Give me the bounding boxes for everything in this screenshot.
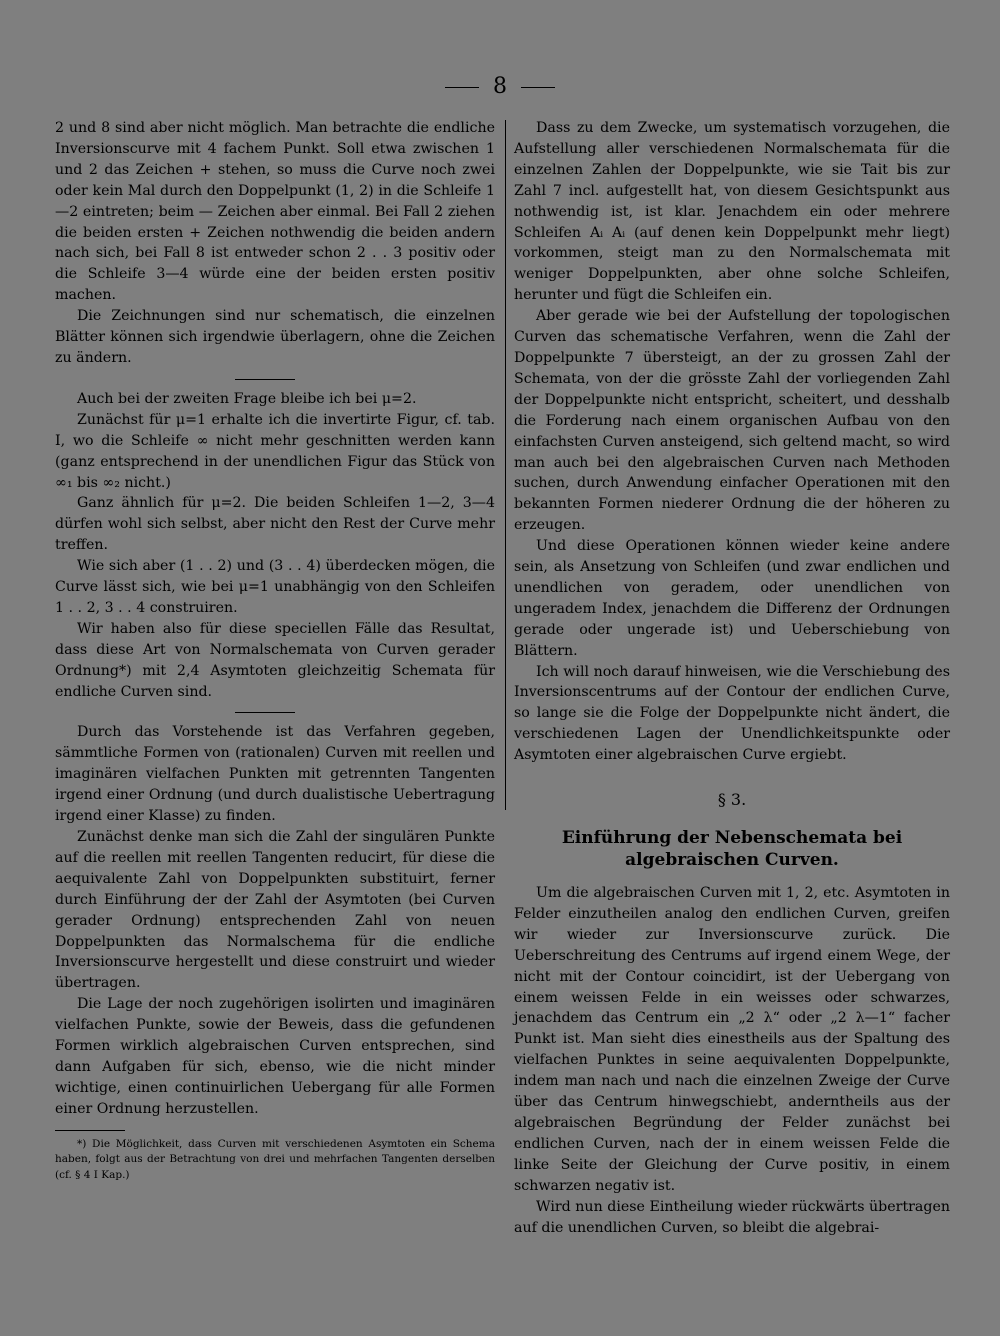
paragraph: Zunächst für μ=1 erhalte ich die invertirte Figur, cf. tab. I, wo die Schleife ∞ nicht mehr geschnitten werden kann (ganz entsprechend in der unendlichen Figur das Stück von ∞₁ bis ∞₂ nicht.) xyxy=(55,411,495,491)
section-number: § 3. xyxy=(717,790,747,810)
paragraph: Wie sich aber (1 . . 2) und (3 . . 4) überdecken mögen, die Curve lässt sich, wie bei μ=1 unabhängig von den Schleifen 1 . . 2, 3 . . 4 construiren. xyxy=(55,558,495,616)
left-column xyxy=(55,118,495,1183)
paragraph: Wir haben also für diese speciellen Fälle das Resultat, dass diese Art von Normalschemata von Curven gerader Ordnung*) mit 2,4 Asymtoten gleichzeitig Schemata für endliche Curven sind. xyxy=(55,620,495,700)
paragraph: Dass zu dem Zwecke, um systematisch vorzugehen, die Aufstellung aller verschiedenen Normalschemata für die einzelnen Zahlen der Doppelpunkte, wie sie Tait bis zur Zahl 7 incl. aufgestellt hat, von diesem Gesichtspunkt aus nothwendig ist, ist klar. Jenachdem ein oder mehrere Schleifen Aᵢ Aᵢ (auf denen kein Doppelpunkt mehr liegt) vorkommen, steigt man zu den Normalschemata mit weniger Doppelpunkten, aber ohne solche Schleifen, herunter und fügt die Schleifen ein. xyxy=(514,120,950,304)
paragraph: Auch bei der zweiten Frage bleibe ich bei μ=2. xyxy=(77,390,417,407)
page-number: 8 xyxy=(493,74,507,99)
paragraph: Zunächst denke man sich die Zahl der singulären Punkte auf die reellen mit reellen Tangenten reducirt, für diese die aequivalente Zahl von Doppelpunkten substituirt, ferner durch Einführung der der Zahl der Asymtoten (bei Curven gerader Ordnung) entsprechenden Zahl von neuen Doppelpunkten das Normalschema für die endliche Inversionscurve hergestellt und diese construirt und wieder übertragen. xyxy=(55,829,495,992)
separator-rule xyxy=(55,369,495,389)
paragraph: 2 und 8 sind aber nicht möglich. Man betrachte die endliche Inversionscurve mit 4 fachem Punkt. Soll etwa zwischen 1 und 2 das Zeichen + stehen, so muss die Curve noch zwei oder kein Mal durch den Doppelpunkt (1, 2) in die Schleife 1—2 eintreten; beim — Zeichen aber einmal. Bei Fall 2 ziehen die beiden ersten + Zeichen nothwendig die beiden andern nach sich, bei Fall 8 ist entweder schon 2 . . 3 positiv oder die Schleife 3—4 würde eine der beiden ersten positiv machen. xyxy=(55,120,495,304)
paragraph: Ganz ähnlich für μ=2. Die beiden Schleifen 1—2, 3—4 dürfen wohl sich selbst, aber nicht den Rest der Curve mehr treffen. xyxy=(55,495,495,554)
paragraph: Ich will noch darauf hinweisen, wie die Verschiebung des Inversionscentrums auf der Contour der endlichen Curve, so lange sie die Folge der Doppelpunkte nicht ändert, die verschiedenen Lagen der Unendlichkeitspunkte oder Asymtoten einer algebraischen Curve ergiebt. xyxy=(514,663,950,764)
separator-rule xyxy=(55,702,495,722)
paragraph: Wird nun diese Eintheilung wieder rückwärts übertragen auf die unendlichen Curven, so bleibt die algebrai- xyxy=(514,1198,950,1236)
header-rule-left xyxy=(445,87,479,88)
right-column xyxy=(514,118,950,1238)
paragraph: Die Lage der noch zugehörigen isolirten und imaginären vielfachen Punkte, sowie der Beweis, dass die gefundenen Formen wirklich algebraischen Curven entsprechen, sind dann Aufgaben für sich, ebenso, wie die nicht minder wichtige, einen continuirlichen Uebergang für alle Formen einer Ordnung herzustellen. xyxy=(55,996,495,1117)
section-title xyxy=(514,827,950,871)
section-title-line-1: Einführung der Nebenschemata bei xyxy=(561,828,903,848)
footnote-rule xyxy=(55,1130,125,1131)
paragraph: Und diese Operationen können wieder keine andere sein, als Ansetzung von Schleifen (und zwar endlichen und unendlichen von geradem, oder unendlichen von ungeradem Index, jenachdem die Differenz der Ordnungen gerade oder ungerade ist) und Ueberschiebung von Blättern. xyxy=(514,538,950,659)
paragraph: Die Zeichnungen sind nur schematisch, die einzelnen Blätter können sich irgendwie überlagern, ohne die Zeichen zu ändern. xyxy=(55,308,495,366)
page-header xyxy=(0,74,1000,99)
paragraph: Um die algebraischen Curven mit 1, 2, etc. Asymtoten in Felder einzutheilen analog den endlichen Curven, greifen wir wieder zur Inversionscurve zurück. Die Ueberschreitung des Centrums auf irgend einem Wege, der nicht mit der Contour coincidirt, ist der Uebergang von einem weissen Felde in ein weisses oder schwarzes, jenachdem das Centrum ein „2 λ“ oder „2 λ—1“ facher Punkt ist. Man sieht dies einestheils aus der Spaltung des vielfachen Punktes in seine aequivalenten Doppelpunkte, indem man nach und nach die einzelnen Zweige der Curve über das Centrum hinwegschiebt, anderntheils aus der algebraischen Begründung der Felder zunächst bei endlichen Curven, nach der in einem weissen Felde die linke Seite der Gleichung der Curve positiv, in einem schwarzen negativ ist. xyxy=(514,885,950,1194)
footnote: *) Die Möglichkeit, dass Curven mit verschiedenen Asymtoten ein Schema haben, folgt aus der Betrachtung von drei und mehrfachen Tangenten derselben (cf. § 4 I Kap.) xyxy=(55,1137,495,1181)
column-divider xyxy=(505,120,506,810)
section-title-line-2: algebraischen Curven. xyxy=(625,850,839,870)
paragraph: Aber gerade wie bei der Aufstellung der topologischen Curven das schematische Verfahren, wenn die Zahl der Doppelpunkte 7 übersteigt, an der zu grossen Zahl der Schemata, von der die grösste Zahl der vorliegenden Zahl der Doppelpunkte nicht entspricht, scheitert, und desshalb die Forderung nach einem organischen Aufbau von den einfachsten Curven ansteigend, sich geltend macht, so wird man auch bei den algebraischen Curven nach Methoden suchen, durch Anwendung einfacher Operationen mit den bekannten Formen niederer Ordnung die der höheren zu erzeugen. xyxy=(514,308,950,534)
paragraph: Durch das Vorstehende ist das Verfahren gegeben, sämmtliche Formen von (rationalen) Curven mit reellen und imaginären vielfachen Punkten mit getrennten Tangenten irgend einer Ordnung (und durch dualistische Uebertragung irgend einer Klasse) zu finden. xyxy=(55,724,495,825)
header-rule-right xyxy=(521,87,555,88)
